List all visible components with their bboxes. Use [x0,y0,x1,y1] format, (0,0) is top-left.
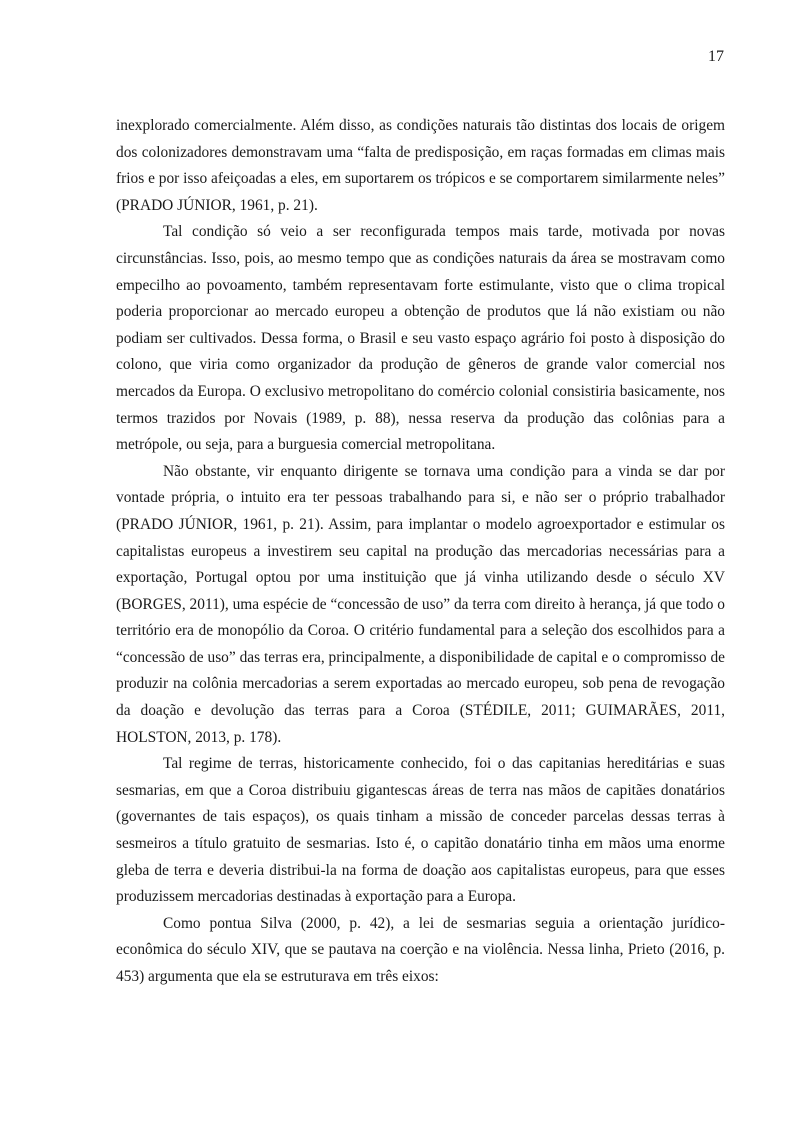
paragraph: Tal regime de terras, historicamente conhecido, foi o das capitanias hereditárias e suas sesmarias, em que a Coroa distribuiu gigantescas áreas de terra nas mãos de capitães donatários (governantes de tais espaços), os quais tinham a missão de conceder parcelas dessas terras à sesmeiros a título gratuito de sesmarias. Isto é, o capitão donatário tinha em mãos uma enorme gleba de terra e deveria distribui-la na forma de doação aos capitalistas europeus, para que esses produzissem mercadorias destinadas à exportação para a Europa. [116,755,725,906]
paragraph: Não obstante, vir enquanto dirigente se tornava uma condição para a vinda se dar por vontade própria, o intuito era ter pessoas trabalhando para si, e não ser o próprio trabalhador (PRADO JÚNIOR, 1961, p. 21). Assim, para implantar o modelo agroexportador e estimular os capitalistas europeus a investirem seu capital na produção das mercadorias necessárias para a exportação, Portugal optou por uma instituição que já vinha utilizando desde o século XV (BORGES, 2011), uma espécie de “concessão de uso” da terra com direito à herança, já que todo o território era de monopólio da Coroa. O critério fundamental para a seleção dos escolhidos para a “concessão de uso” das terras era, principalmente, a disponibilidade de capital e o compromisso de produzir na colônia mercadorias a serem exportadas ao mercado europeu, sob pena de revogação da doação e devolução das terras para a Coroa (STÉDILE, 2011; GUIMARÃES, 2011, HOLSTON, 2013, p. 178). [116,462,725,746]
page-number: 17 [708,48,724,65]
paragraph: Como pontua Silva (2000, p. 42), a lei de sesmarias seguia a orientação jurídico-econômica do século XIV, que se pautava na coerção e na violência. Nessa linha, Prieto (2016, p. 453) argumenta que ela se estruturava em três eixos: [116,914,725,985]
paragraph-continuation: inexplorado comercialmente. Além disso, as condições naturais tão distintas dos locais de origem dos colonizadores demonstravam uma “falta de predisposição, em raças formadas em climas mais frios e por isso afeiçoadas a eles, em suportarem os trópicos e se comportarem similarmente neles” (PRADO JÚNIOR, 1961, p. 21). [116,117,725,214]
paragraph: Tal condição só veio a ser reconfigurada tempos mais tarde, motivada por novas circunstâncias. Isso, pois, ao mesmo tempo que as condições naturais da área se mostravam como empecilho ao povoamento, também representavam forte estimulante, visto que o clima tropical poderia proporcionar ao mercado europeu a obtenção de produtos que lá não existiam ou não podiam ser cultivados. Dessa forma, o Brasil e seu vasto espaço agrário foi posto à disposição do colono, que viria como organizador da produção de gêneros de grande valor comercial nos mercados da Europa. O exclusivo metropolitano do comércio colonial consistiria basicamente, nos termos trazidos por Novais (1989, p. 88), nessa reserva da produção das colônias para a metrópole, ou seja, para a burguesia comercial metropolitana. [116,223,725,454]
body-text [116,113,725,991]
